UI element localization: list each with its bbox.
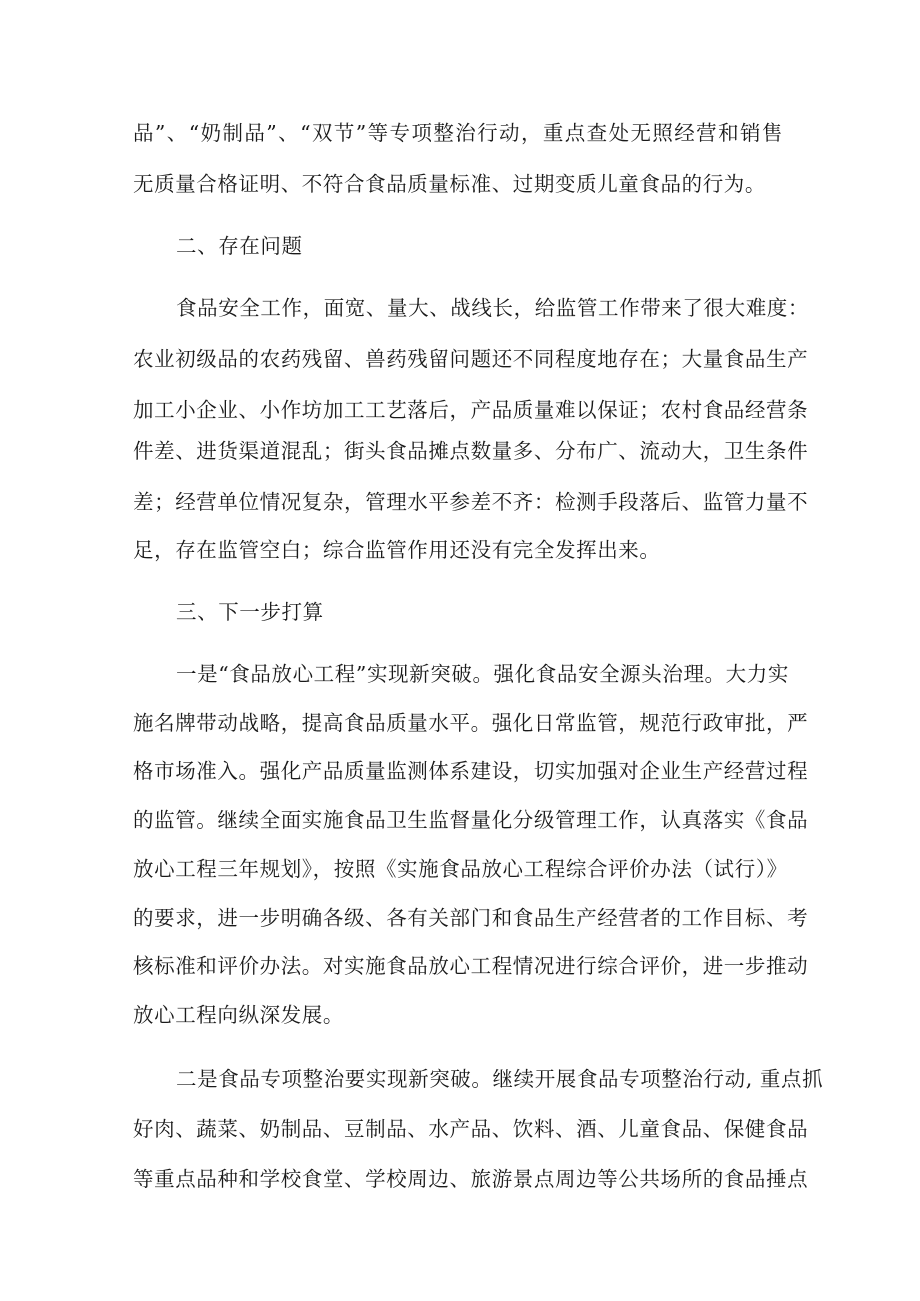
paragraph-line: 件差、进货渠道混乱；街头食品摊点数量多、分布广、流动大，卫生条件 — [133, 439, 809, 463]
paragraph-line: 的监管。继续全面实施食品卫生监督量化分级管理工作，认真落实《食品 — [133, 808, 809, 832]
paragraph-line: 一是“食品放心工程”实现新突破。强化食品安全源头治理。大力实 — [176, 662, 789, 686]
paragraph-line: 足，存在监管空白；综合监管作用还没有完全发挥出来。 — [133, 538, 661, 562]
paragraph-line: 二是食品专项整治要实现新突破。继续开展食品专项整治行动, 重点抓 — [176, 1067, 824, 1091]
paragraph-line: 加工小企业、小作坊加工工艺落后，产品质量难以保证；农村食品经营条 — [133, 398, 809, 422]
paragraph-line: 格市场准入。强化产品质量监测体系建设，切实加强对企业生产经营过程 — [133, 759, 809, 783]
section-heading: 三、下一步打算 — [176, 600, 324, 624]
paragraph-line: 等重点品种和学校食堂、学校周边、旅游景点周边等公共场所的食品捶点 — [133, 1167, 809, 1191]
section-heading: 二、存在问题 — [176, 234, 303, 258]
paragraph-line: 农业初级品的农药残留、兽药残留问题还不同程度地存在；大量食品生产 — [133, 347, 809, 371]
paragraph-line: 差；经营单位情况复杂，管理水平参差不齐：检测手段落后、监管力量不 — [133, 490, 809, 514]
paragraph-line: 施名牌带动战略，提高食品质量水平。强化日常监管，规范行政审批，严 — [133, 711, 809, 735]
paragraph-line: 食品安全工作，面宽、量大、战线长，给监管工作带来了很大难度： — [176, 296, 809, 320]
paragraph-line: 放心工程向纵深发展。 — [133, 1003, 344, 1027]
paragraph-line: 品”、“奶制品”、“双节”等专项整治行动，重点查处无照经营和销售 — [133, 121, 783, 145]
paragraph-line: 好肉、蔬菜、奶制品、豆制品、水产品、饮料、酒、儿童食品、保健食品 — [133, 1117, 809, 1141]
paragraph-line: 无质量合格证明、不符合食品质量标准、过期变质儿童食品的行为。 — [133, 172, 766, 196]
paragraph-line: 核标准和评价办法。对实施食品放心工程情况进行综合评价，进一步推动 — [133, 954, 809, 978]
paragraph-line: 的要求，进一步明确各级、各有关部门和食品生产经营者的工作目标、考 — [133, 906, 809, 930]
paragraph-line: 放心工程三年规划》，按照《实施食品放心工程综合评价办法（试行）》 — [133, 857, 788, 881]
